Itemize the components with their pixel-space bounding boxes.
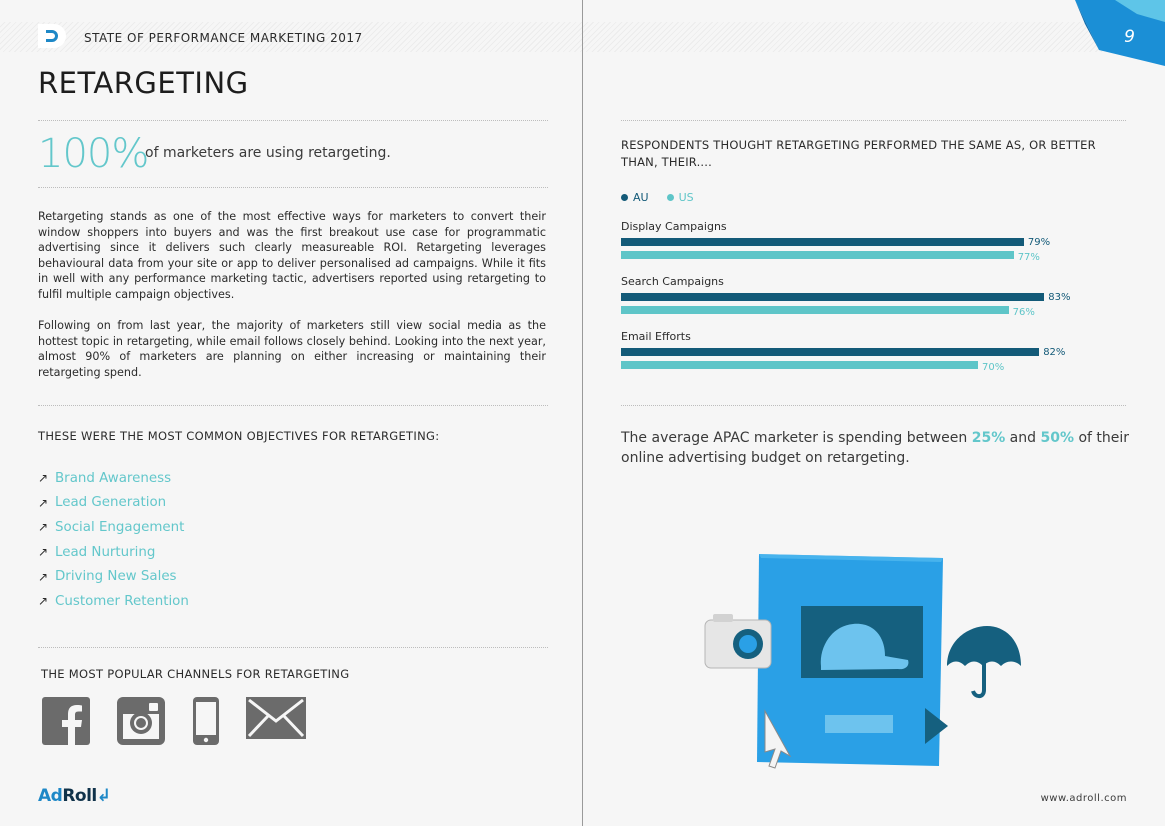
arrow-up-right-icon: ↗ — [38, 594, 49, 609]
instagram-icon — [117, 697, 165, 745]
legend-item-au — [621, 191, 649, 204]
list-item — [38, 564, 189, 589]
page-title: RETARGETING — [38, 66, 249, 100]
divider — [621, 405, 1126, 406]
channels-title: THE MOST POPULAR CHANNELS FOR RETARGETING — [41, 667, 350, 681]
bar-au — [621, 238, 1024, 246]
list-item — [38, 589, 189, 614]
category-label: Display Campaigns — [621, 220, 727, 233]
apac-text: The average APAC marketer is spending between — [621, 430, 972, 446]
bar-chart — [621, 218, 1121, 378]
bar-value-label: 77% — [1017, 252, 1040, 263]
arrow-up-right-icon: ↗ — [38, 569, 49, 584]
objectives-title: THESE WERE THE MOST COMMON OBJECTIVES FOR RETARGETING: — [38, 429, 440, 443]
objective-label: Driving New Sales — [55, 569, 177, 585]
objective-label: Customer Retention — [55, 593, 189, 609]
bar-au — [621, 348, 1039, 356]
logo-hook-icon: ↲ — [96, 786, 111, 806]
category-label: Search Campaigns — [621, 275, 724, 288]
apac-value-low: 25% — [971, 430, 1006, 446]
arrow-up-right-icon: ↗ — [38, 545, 49, 560]
mobile-icon — [192, 697, 220, 745]
bar-value-label: 76% — [1012, 307, 1035, 318]
list-item — [38, 491, 189, 516]
page-number: 9 — [1124, 27, 1135, 47]
bar-us — [621, 251, 1014, 259]
divider — [38, 647, 548, 648]
legend-item-us — [667, 191, 694, 204]
bar-value-label: 82% — [1043, 347, 1066, 358]
footer-url: www.adroll.com — [1040, 793, 1127, 804]
arrow-up-right-icon: ↗ — [38, 471, 49, 486]
divider — [621, 120, 1126, 121]
bar-value-label: 83% — [1048, 292, 1071, 303]
divider — [38, 187, 548, 188]
header-title: STATE OF PERFORMANCE MARKETING 2017 — [84, 31, 363, 45]
bar-us — [621, 306, 1009, 314]
legend-dot-icon — [621, 194, 628, 201]
right-page — [583, 0, 1165, 826]
legend-dot-icon — [667, 194, 674, 201]
corner-tab-icon — [1055, 0, 1165, 66]
bar-value-label: 79% — [1027, 237, 1051, 248]
apac-statement — [621, 428, 1131, 468]
list-item — [38, 540, 189, 565]
objective-label: Social Engagement — [55, 519, 185, 535]
chart-legend — [621, 191, 694, 204]
paragraph-2: Following on from last year, the majority of marketers still view social media as the hottest topic in retargeting, while email follows closely behind. Looking into the next year, almost 90% of marketers are planning on either increasing or maintaining their retargeting spend. — [38, 319, 546, 379]
arrow-up-right-icon: ↗ — [38, 520, 49, 535]
retargeting-illustration — [703, 548, 1023, 773]
legend-label: AU — [633, 191, 649, 204]
adroll-logo — [38, 786, 111, 806]
divider — [38, 405, 548, 406]
chart-title: RESPONDENTS THOUGHT RETARGETING PERFORMED THE SAME AS, OR BETTER THAN, THEIR.... — [621, 138, 1096, 169]
objectives-list — [38, 466, 189, 614]
facebook-icon — [42, 697, 90, 745]
legend-label: US — [678, 191, 694, 204]
apac-text: of their online advertising budget on retargeting. — [621, 430, 1130, 466]
email-icon — [246, 697, 306, 739]
bar-au — [621, 293, 1044, 301]
stat-value: 100% — [38, 131, 149, 177]
divider — [38, 120, 548, 121]
apac-text: and — [1005, 430, 1041, 446]
stat-text: of marketers are using retargeting. — [145, 145, 391, 161]
bar-us — [621, 361, 978, 369]
apac-value-high: 50% — [1040, 430, 1074, 446]
paragraph-1: Retargeting stands as one of the most effective ways for marketers to convert their window shoppers into buyers and was the first breakout use case for programmatic advertising since it delivers such clearly measureable ROI. Retargeting leverages behavioural data from your site or app to deliver personalised ad campaigns. While it fits in well with any performance marketing tactic, advertisers reported using retargeting to fulfil multiple campaign objectives. — [38, 210, 546, 301]
bar-value-label: 70% — [982, 362, 1005, 373]
list-item — [38, 515, 189, 540]
logo-part2: Roll — [62, 786, 97, 806]
objective-label: Brand Awareness — [55, 470, 172, 486]
adroll-mark-icon — [38, 24, 66, 48]
list-item — [38, 466, 189, 491]
left-page — [0, 0, 582, 826]
logo-part1: Ad — [38, 786, 63, 806]
objective-label: Lead Generation — [55, 495, 167, 511]
category-label: Email Efforts — [621, 330, 691, 343]
objective-label: Lead Nurturing — [55, 544, 156, 560]
arrow-up-right-icon: ↗ — [38, 495, 49, 510]
